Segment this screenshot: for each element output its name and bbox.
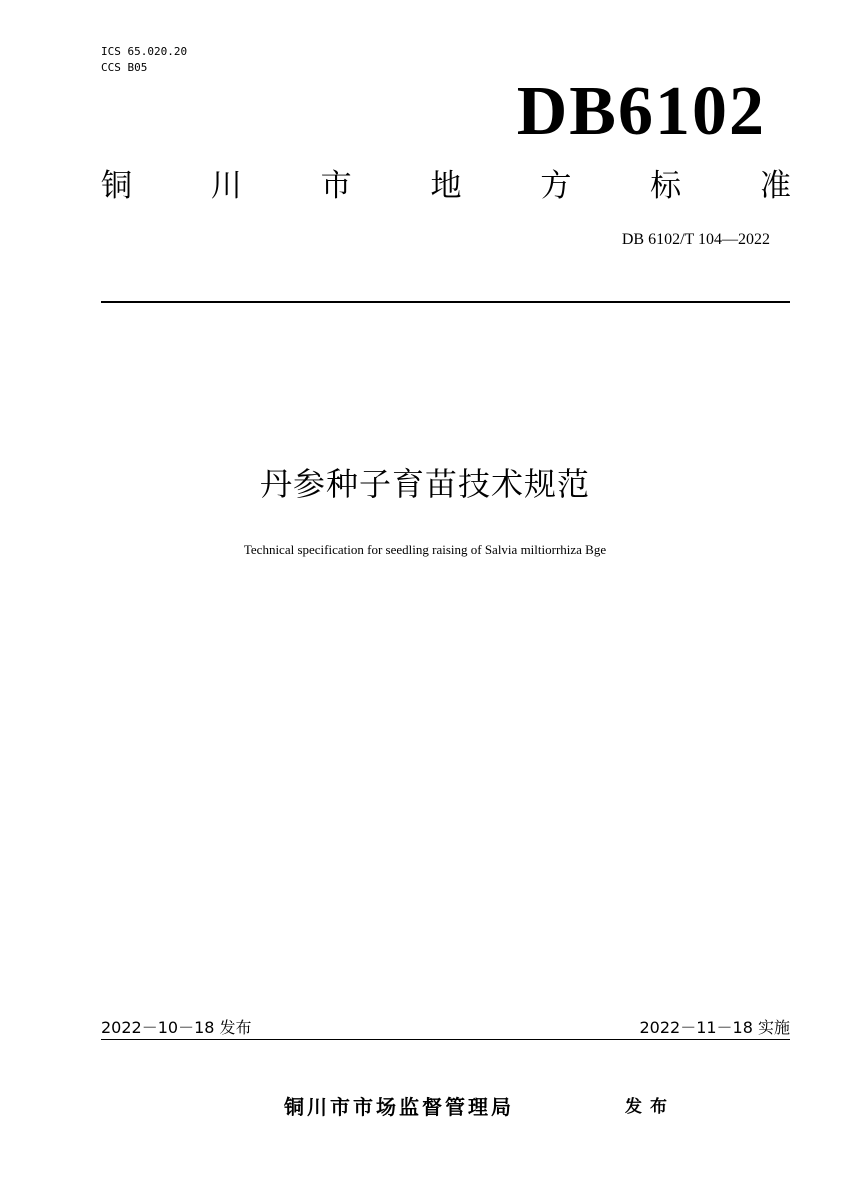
standard-type-char: 地 [430,168,462,204]
ccs-code: CCS B05 [101,61,148,74]
document-title-english: Technical specification for seedling raising of Salvia miltiorrhiza Bge [243,542,607,557]
standard-type-char: 标 [650,168,682,204]
publish-label: 发布 [625,1097,675,1117]
publisher-name: 铜川市市场监督管理局 [284,1095,514,1119]
standard-logo: DB6102 [516,73,766,150]
standard-type-char: 方 [540,168,572,204]
standard-type-heading [101,166,791,206]
footer-divider [101,1039,790,1040]
release-date: 2022－10－18 发布 [101,1018,252,1037]
standard-type-char: 市 [320,168,352,204]
date-row [101,1018,790,1038]
classification-codes [101,44,187,76]
standard-type-char: 铜 [101,168,132,204]
standard-number: DB 6102/T 104—2022 [621,231,770,248]
standard-type-char: 准 [759,168,791,204]
standard-type-char: 川 [210,168,242,204]
header-divider [101,301,790,303]
document-title-chinese: 丹参种子育苗技术规范 [259,465,590,503]
implementation-date: 2022－11－18 实施 [639,1018,790,1037]
ics-code: ICS 65.020.20 [101,45,188,58]
